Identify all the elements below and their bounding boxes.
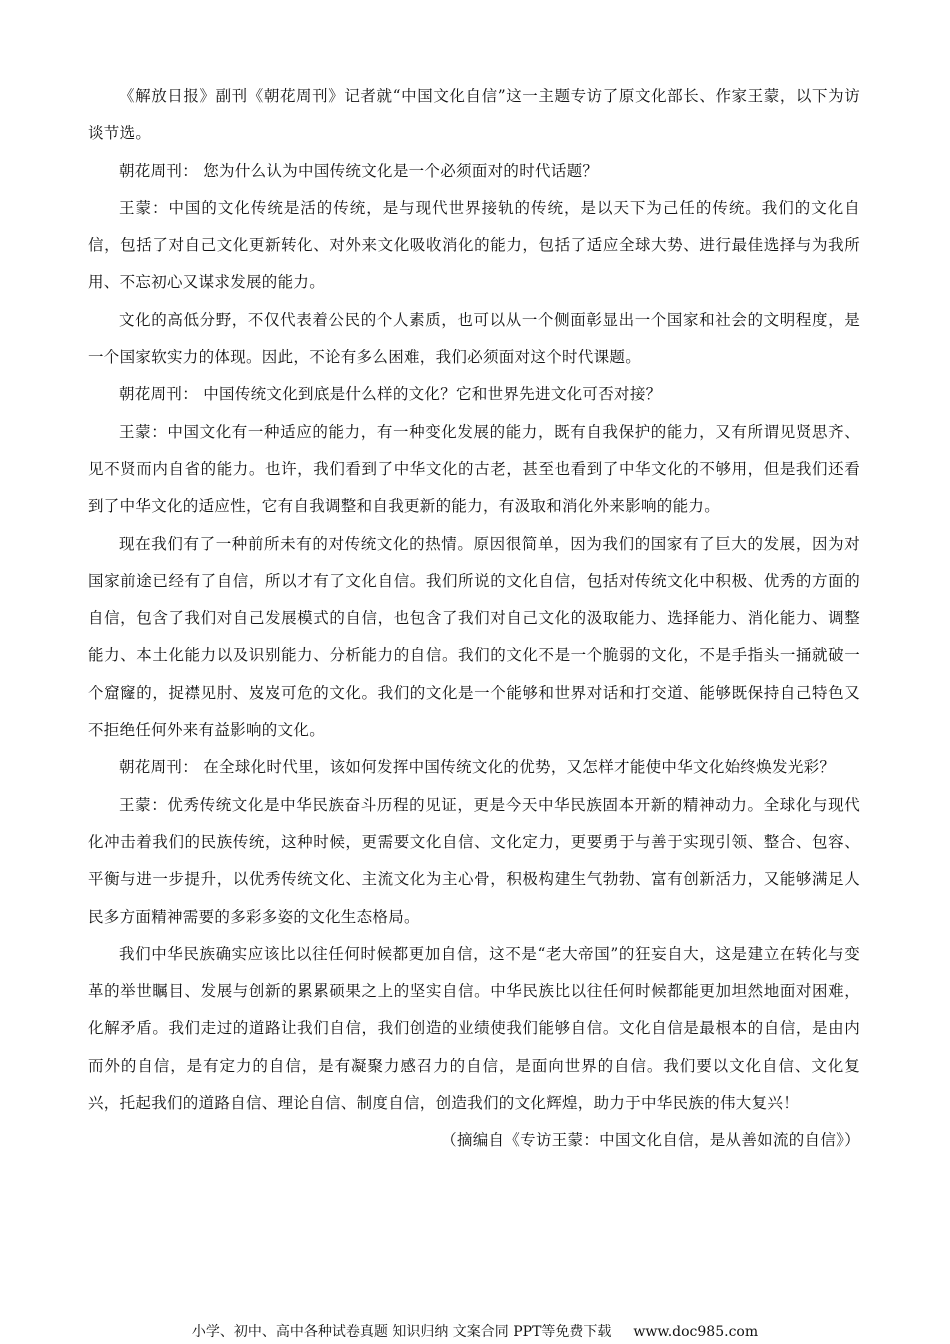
answer-2-paragraph-1: 王蒙：中国文化有一种适应的能力，有一种变化发展的能力，既有自我保护的能力，又有所谓见贤思齐、见不贤而内自省的能力。也许，我们看到了中华文化的古老，甚至也看到了中华文化的不够用，但是我们还看到了中华文化的适应性，它有自我调整和自我更新的能力，有汲取和消化外来影响的能力。: [88, 422, 860, 516]
answer-1-paragraph-1: 王蒙：中国的文化传统是活的传统，是与现代世界接轨的传统，是以天下为己任的传统。我们的文化自信，包括了对自己文化更新转化、对外来文化吸收消化的能力，包括了适应全球大势、进行最佳选择与为我所用、不忘初心又谋求发展的能力。: [88, 198, 860, 292]
answer-3-paragraph-1: 王蒙：优秀传统文化是中华民族奋斗历程的见证，更是今天中华民族固本开新的精神动力。全球化与现代化冲击着我们的民族传统，这种时候，更需要文化自信、文化定力，更要勇于与善于实现引领、整合、包容、平衡与进一步提升，以优秀传统文化、主流文化为主心骨，积极构建生气勃勃、富有创新活力，又能够满足人民多方面精神需要的多彩多姿的文化生态格局。: [88, 795, 860, 926]
answer-1-paragraph-2: 文化的高低分野，不仅代表着公民的个人素质，也可以从一个侧面彰显出一个国家和社会的文明程度，是一个国家软实力的体现。因此，不论有多么困难，我们必须面对这个时代课题。: [88, 310, 860, 367]
footer-text: 小学、初中、高中各种试卷真题 知识归纳 文案合同 PPT等免费下载: [191, 1324, 612, 1340]
answer-3-paragraph-2: 我们中华民族确实应该比以往任何时候都更加自信，这不是“老大帝国”的狂妄自大，这是建立在转化与变革的举世瞩目、发展与创新的累累硕果之上的坚实自信。中华民族比以往任何时候都能更加坦然地面对困难，化解矛盾。我们走过的道路让我们自信，我们创造的业绩使我们能够自信。文化自信是最根本的自信，是由内而外的自信，是有定力的自信，是有凝聚力感召力的自信，是面向世界的自信。我们要以文化自信、文化复兴，托起我们的道路自信、理论自信、制度自信，创造我们的文化辉煌，助力于中华民族的伟大复兴！: [88, 944, 860, 1113]
intro-paragraph: 《解放日报》副刊《朝花周刊》记者就“中国文化自信”这一主题专访了原文化部长、作家王蒙，以下为访谈节选。: [88, 87, 860, 143]
question-1: 朝花周刊： 您为什么认为中国传统文化是一个必须面对的时代话题？: [119, 161, 599, 180]
page-footer: [0, 1322, 950, 1342]
question-3: 朝花周刊： 在全球化时代里，该如何发挥中国传统文化的优势，又怎样才能使中华文化始终焕发光彩？: [119, 758, 836, 777]
article-body: [88, 78, 860, 1160]
source-citation: （摘编自《专访王蒙：中国文化自信，是从善如流的自信》）: [441, 1131, 860, 1150]
footer-site-link[interactable]: www.doc985.com: [633, 1324, 759, 1340]
question-2: 朝花周刊： 中国传统文化到底是什么样的文化？它和世界先进文化可否对接？: [119, 385, 662, 404]
answer-2-paragraph-2: 现在我们有了一种前所未有的对传统文化的热情。原因很简单，因为我们的国家有了巨大的发展，因为对国家前途已经有了自信，所以才有了文化自信。我们所说的文化自信，包括对传统文化中积极、优秀的方面的自信，包含了我们对自己发展模式的自信，也包含了我们对自己文化的汲取能力、选择能力、消化能力、调整能力、本土化能力以及识别能力、分析能力的自信。我们的文化不是一个脆弱的文化，不是手指头一捅就破一个窟窿的，捉襟见肘、岌岌可危的文化。我们的文化是一个能够和世界对话和打交道、能够既保持自己特色又不拒绝任何外来有益影响的文化。: [88, 534, 860, 740]
